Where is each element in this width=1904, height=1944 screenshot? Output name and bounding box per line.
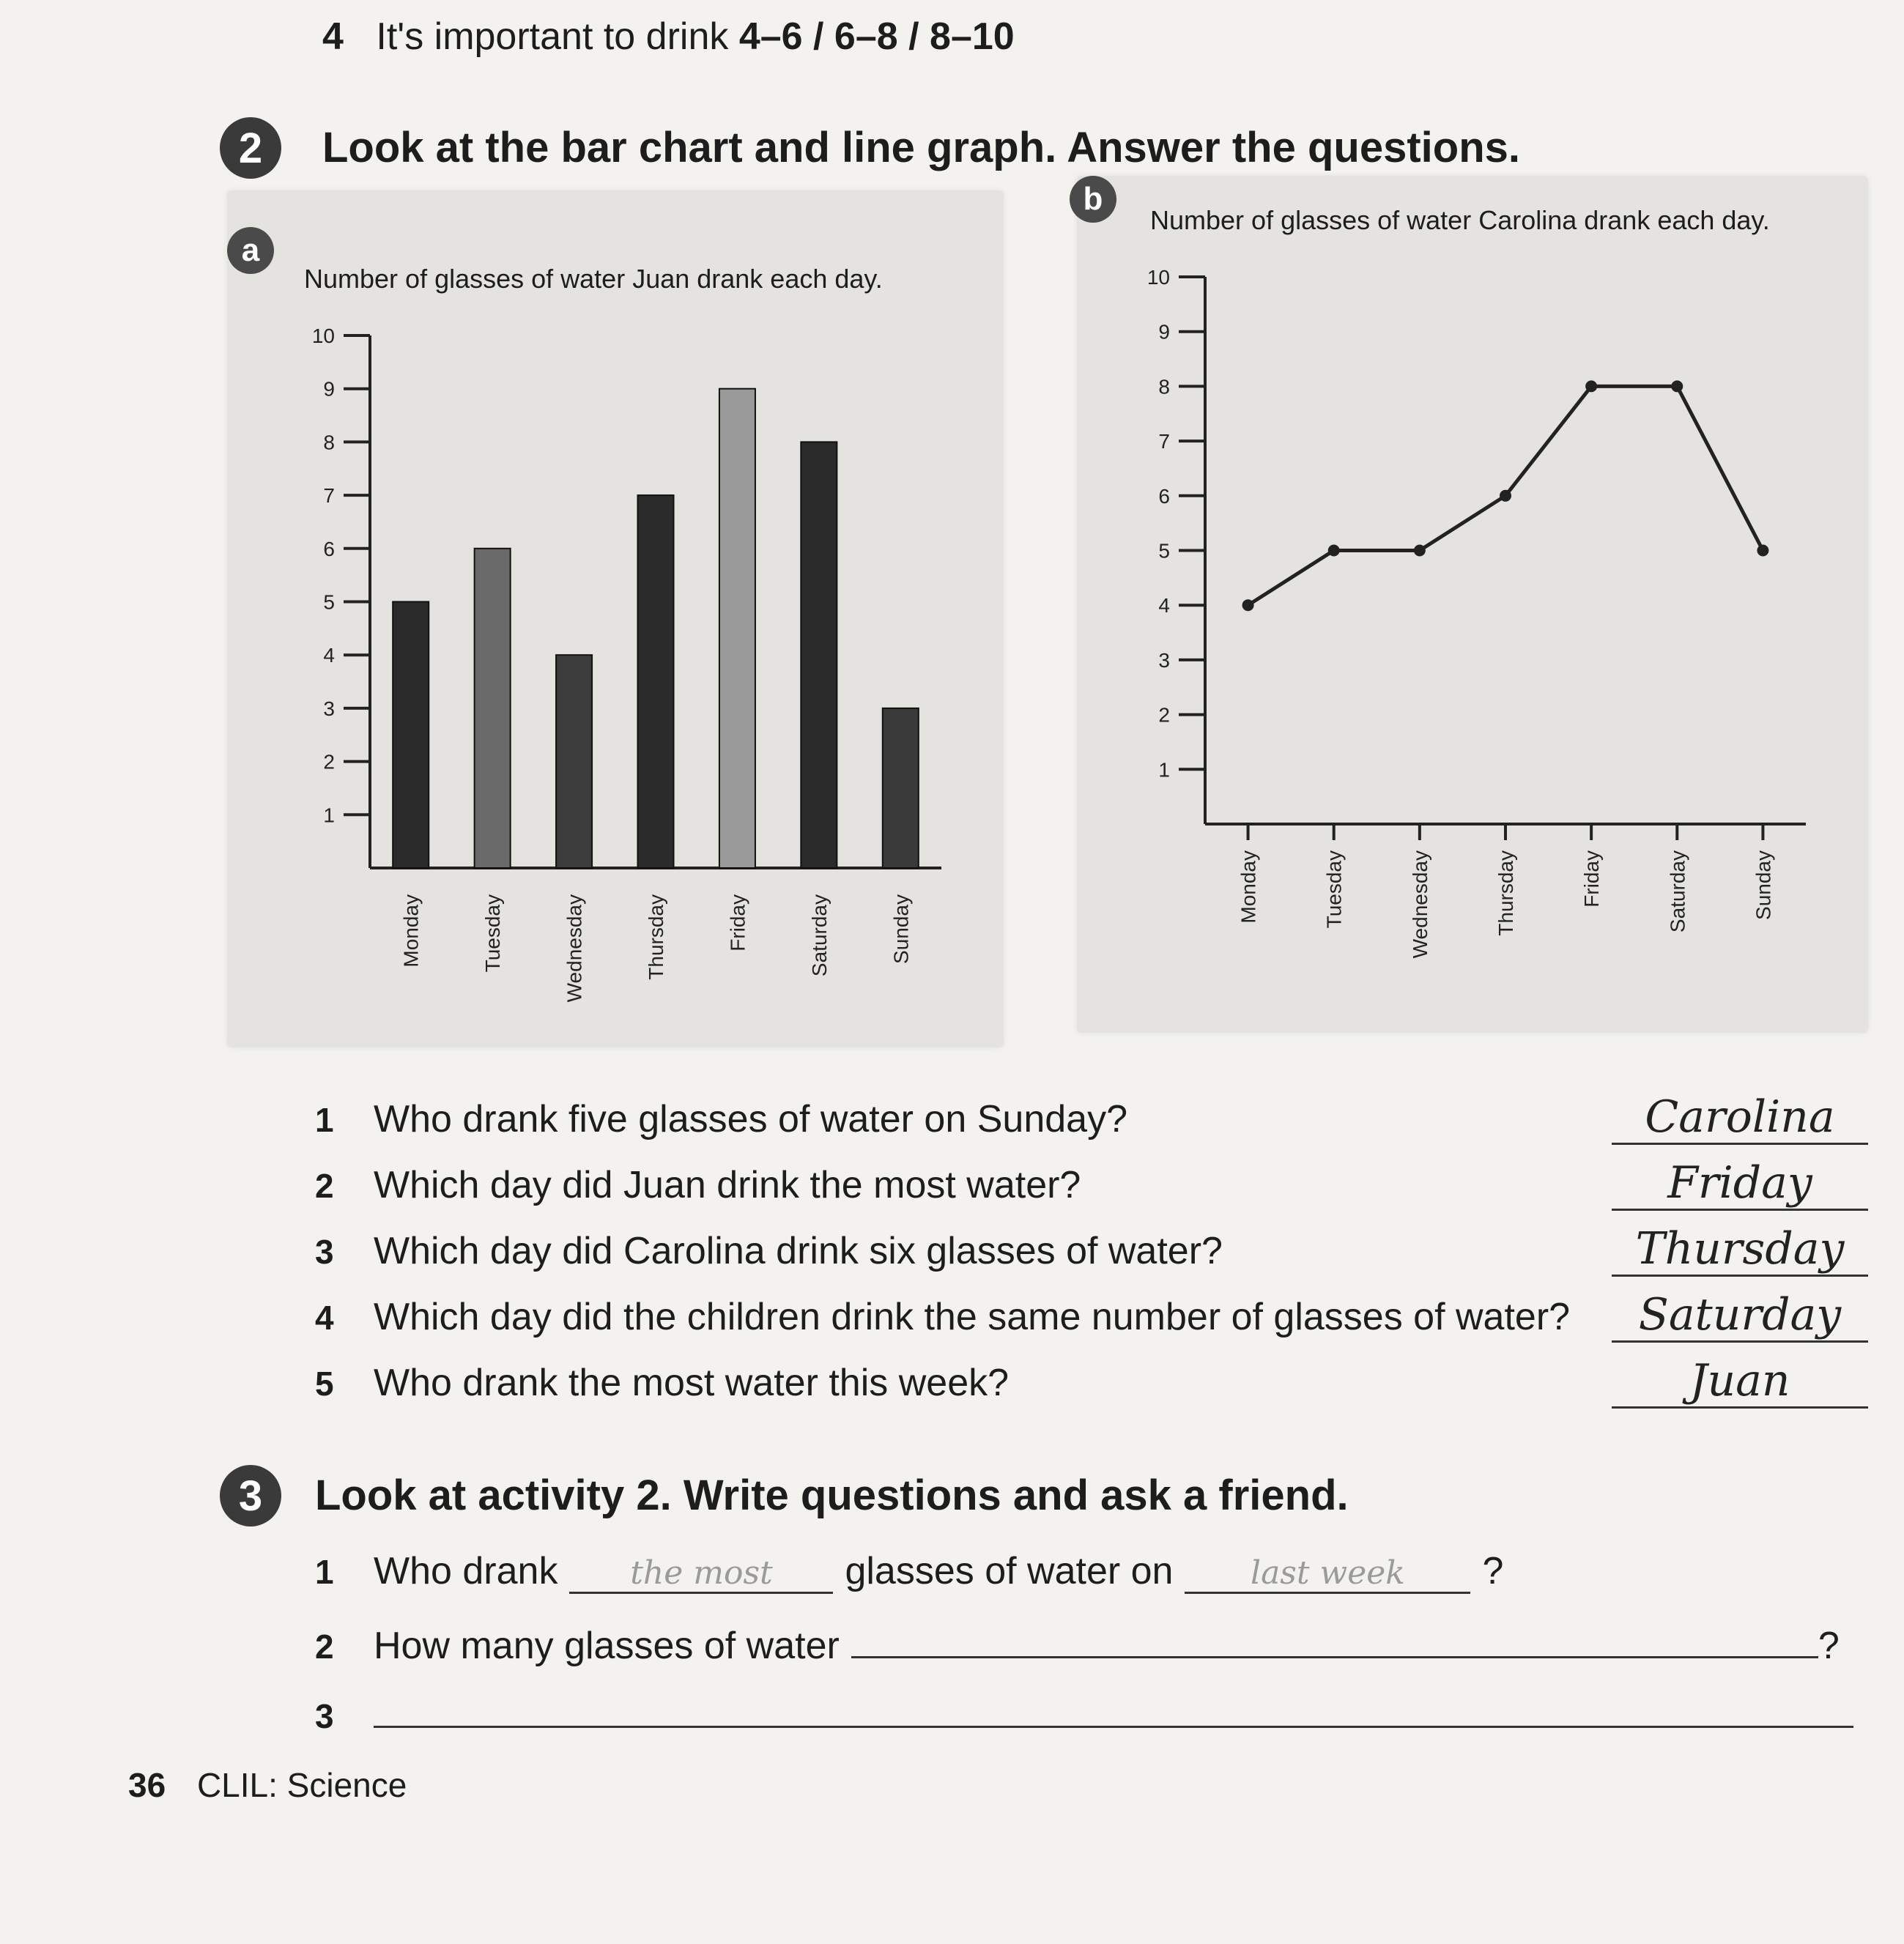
question-text: Which day did Juan drink the most water? (374, 1164, 1081, 1206)
data-point (1671, 380, 1683, 392)
bar (801, 442, 837, 868)
line-chart-title: Number of glasses of water Carolina drank each day. (1150, 205, 1770, 235)
activity2-number-badge: 2 (220, 117, 281, 179)
x-tick-label: Thursday (645, 894, 667, 980)
question-mark: ? (1482, 1550, 1504, 1592)
page-footer (128, 1765, 407, 1805)
blank-input[interactable] (374, 1685, 1853, 1728)
data-point (1500, 490, 1511, 502)
answer-field[interactable]: Carolina (1612, 1091, 1868, 1145)
x-tick-label: Saturday (1666, 850, 1689, 933)
question-row (315, 1223, 1868, 1289)
x-tick-label: Wednesday (563, 894, 586, 1003)
x-tick-label: Friday (1580, 850, 1604, 908)
question-text: Who drank five glasses of water on Sunday? (374, 1098, 1128, 1140)
question-row (315, 1157, 1868, 1223)
question-text-part1: Who drank (374, 1550, 558, 1592)
question-number: 3 (315, 1233, 334, 1271)
item-text: It's important to drink (376, 15, 739, 58)
x-tick-label: Tuesday (1322, 850, 1346, 929)
question-row (315, 1355, 1868, 1421)
answer-field[interactable]: Juan (1612, 1355, 1868, 1409)
y-tick-label: 9 (323, 377, 335, 401)
x-tick-label: Monday (1237, 850, 1260, 924)
activity3-question-1 (315, 1549, 1503, 1594)
y-tick-label: 6 (323, 537, 335, 560)
activity2-instruction: Look at the bar chart and line graph. Answer the questions. (322, 124, 1520, 171)
question-number: 1 (315, 1553, 334, 1591)
question-text: Which day did Carolina drink six glasses of water? (374, 1230, 1223, 1272)
item-options: 4–6 / 6–8 / 8–10 (738, 15, 1015, 58)
bar (393, 602, 429, 869)
question-number: 3 (315, 1697, 334, 1735)
answer-field[interactable]: Saturday (1612, 1289, 1868, 1343)
bar-chart-panel (227, 190, 1004, 1047)
panel-a-badge: a (227, 227, 274, 274)
bar (883, 708, 919, 868)
bar-chart-title: Number of glasses of water Juan drank each day. (304, 264, 883, 294)
question-row (315, 1289, 1868, 1355)
question-row (315, 1091, 1868, 1157)
data-point (1414, 545, 1426, 557)
bar (637, 495, 673, 868)
y-tick-label: 3 (1158, 648, 1170, 672)
bar (719, 389, 755, 868)
bar (475, 549, 511, 868)
line-chart-svg (1077, 176, 1868, 1033)
y-tick-label: 8 (1158, 375, 1170, 398)
x-tick-label: Tuesday (481, 894, 505, 973)
item-number: 4 (322, 15, 344, 58)
footer-label: CLIL: Science (196, 1766, 407, 1804)
x-tick-label: Thursday (1494, 850, 1517, 936)
y-tick-label: 8 (323, 431, 335, 454)
y-tick-label: 5 (1158, 539, 1170, 563)
activity3-question-3 (315, 1685, 1853, 1736)
blank-input-1[interactable]: the most (569, 1554, 833, 1594)
y-tick-label: 4 (1158, 594, 1170, 617)
question-number: 1 (315, 1101, 334, 1139)
y-tick-label: 7 (1158, 430, 1170, 453)
y-tick-label: 10 (311, 324, 335, 347)
question-number: 2 (315, 1628, 334, 1666)
question-text: How many glasses of water (374, 1625, 840, 1667)
y-tick-label: 1 (323, 804, 335, 827)
data-point (1757, 545, 1768, 557)
data-point (1242, 599, 1254, 611)
line-chart-panel (1077, 176, 1868, 1033)
y-tick-label: 10 (1147, 266, 1170, 289)
question-mark: ? (1818, 1625, 1840, 1667)
y-tick-label: 9 (1158, 320, 1170, 344)
exercise1-item4 (322, 15, 1015, 59)
x-tick-label: Saturday (807, 894, 831, 977)
question-text-part2: glasses of water on (845, 1550, 1174, 1592)
bar-chart-svg (227, 190, 1004, 1047)
y-tick-label: 6 (1158, 484, 1170, 508)
x-tick-label: Wednesday (1408, 850, 1431, 959)
question-text: Who drank the most water this week? (374, 1362, 1010, 1404)
question-number: 4 (315, 1299, 334, 1337)
activity2-question-list (315, 1091, 1868, 1421)
panel-b-badge: b (1070, 176, 1116, 223)
y-tick-label: 1 (1158, 758, 1170, 782)
blank-input-2[interactable]: last week (1185, 1554, 1470, 1594)
question-number: 2 (315, 1167, 334, 1205)
bar (556, 655, 592, 868)
y-tick-label: 2 (1158, 703, 1170, 727)
x-tick-label: Sunday (889, 894, 913, 964)
y-tick-label: 4 (323, 644, 335, 667)
x-tick-label: Sunday (1752, 850, 1775, 920)
y-tick-label: 2 (323, 750, 335, 773)
x-tick-label: Friday (726, 894, 749, 951)
data-point (1585, 380, 1597, 392)
question-text: Which day did the children drink the same number of glasses of water? (374, 1296, 1571, 1338)
data-point (1328, 545, 1340, 557)
answer-field[interactable]: Thursday (1612, 1223, 1868, 1277)
y-tick-label: 5 (323, 590, 335, 614)
answer-field[interactable]: Friday (1612, 1157, 1868, 1211)
activity3-number-badge: 3 (220, 1465, 281, 1526)
y-tick-label: 3 (323, 697, 335, 720)
page-number: 36 (128, 1766, 166, 1804)
activity3-instruction: Look at activity 2. Write questions and ask a friend. (315, 1472, 1349, 1519)
blank-input[interactable] (851, 1615, 1818, 1658)
y-tick-label: 7 (323, 484, 335, 508)
question-number: 5 (315, 1365, 334, 1403)
activity3-question-2 (315, 1615, 1840, 1668)
x-tick-label: Monday (399, 894, 423, 968)
